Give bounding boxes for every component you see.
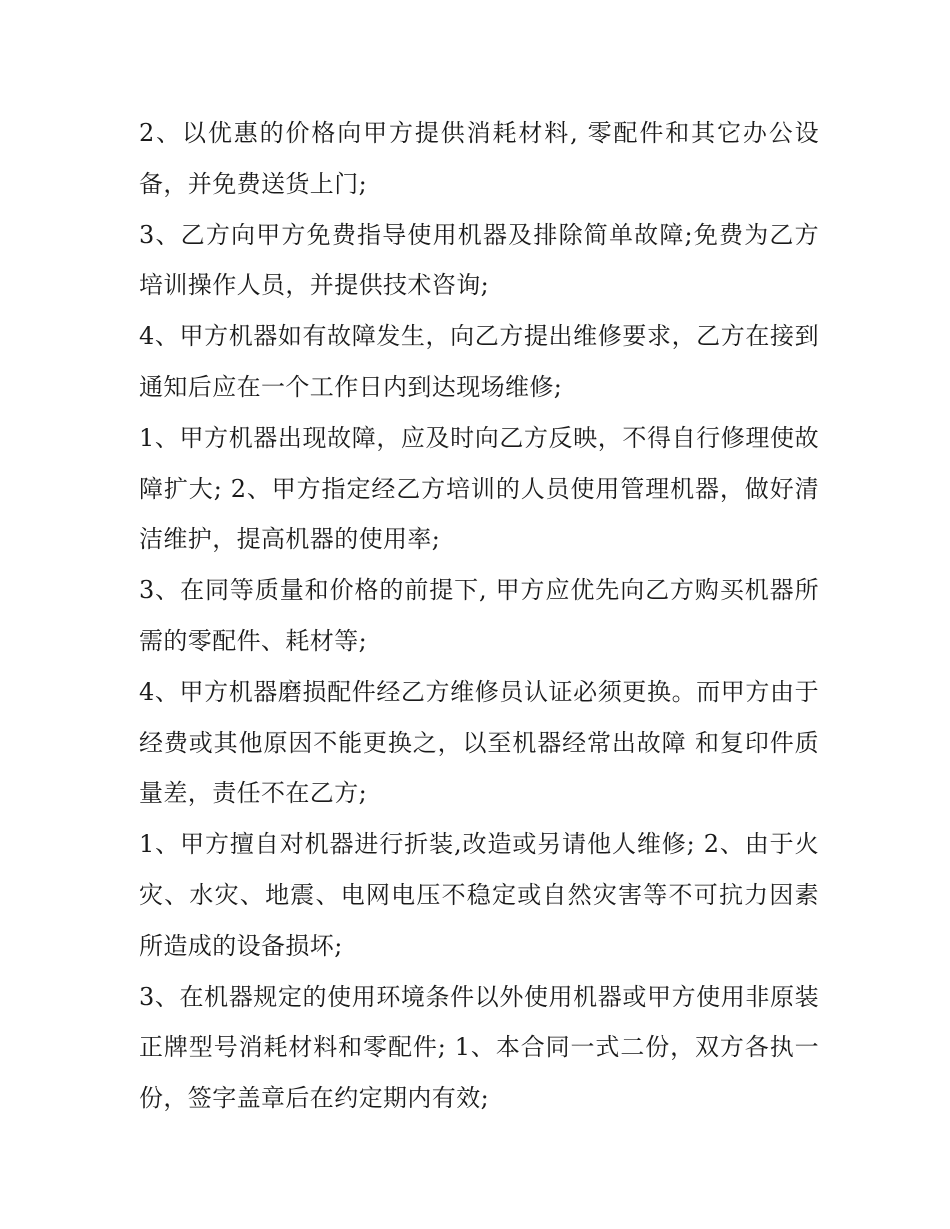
document-body <box>139 108 819 1124</box>
paragraph-worn-parts: 4、甲方机器磨损配件经乙方维修员认证必须更换。而甲方由于经费或其他原因不能更换之，以至机器经常出故障 和复印件质量差，责任不在乙方; <box>139 677 819 808</box>
paragraph-repair-request: 4、甲方机器如有故障发生，向乙方提出维修要求，乙方在接到通知后应在一个工作日内到达现场维修; <box>139 322 819 401</box>
paragraph-environment-and-validity: 3、在机器规定的使用环境条件以外使用机器或甲方使用非原装正牌型号消耗材料和零配件; 1、本合同一式二份，双方各执一份，签字盖章后在约定期内有效; <box>139 982 819 1113</box>
paragraph-party-a-obligations: 1、甲方机器出现故障，应及时向乙方反映，不得自行修理使故障扩大; 2、甲方指定经乙方培训的人员使用管理机器，做好清洁维护，提高机器的使用率; <box>139 423 819 554</box>
paragraph-free-guidance: 3、乙方向甲方免费指导使用机器及排除简单故障;免费为乙方培训操作人员，并提供技术咨询; <box>139 220 819 300</box>
paragraph-priority-purchase: 3、在同等质量和价格的前提下, 甲方应优先向乙方购买机器所需的零配件、耗材等; <box>139 576 819 655</box>
paragraph-exemptions: 1、甲方擅自对机器进行折装,改造或另请他人维修; 2、由于火灾、水灾、地震、电网电压不稳定或自然灾害等不可抗力因素所造成的设备损坏; <box>139 830 819 960</box>
paragraph-supply-consumables: 2、以优惠的价格向甲方提供消耗材料, 零配件和其它办公设备，并免费送货上门; <box>139 119 819 198</box>
